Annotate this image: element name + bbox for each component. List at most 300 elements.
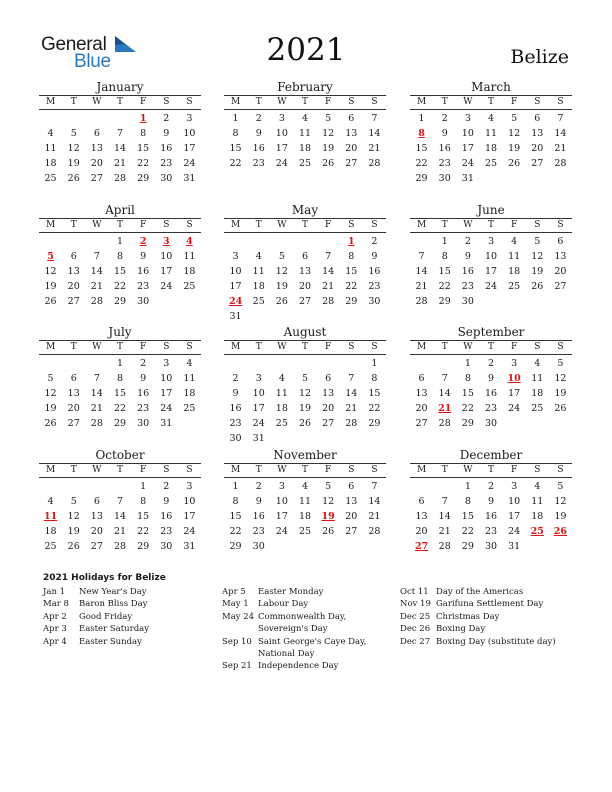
day-grid — [39, 479, 201, 554]
day: 16 — [137, 266, 150, 277]
weekday-label: T — [441, 465, 448, 475]
empty-day-cell — [62, 479, 85, 494]
day: 8 — [140, 496, 147, 507]
holiday-entry — [222, 636, 392, 661]
day: 11 — [298, 128, 312, 139]
day: 15 — [461, 388, 474, 399]
day: 13 — [415, 511, 428, 522]
day: 28 — [438, 418, 451, 429]
weekday-label: T — [301, 220, 308, 230]
day: 11 — [275, 388, 288, 399]
day: 1 — [441, 236, 448, 247]
day: 11 — [183, 251, 196, 262]
day: 12 — [44, 388, 57, 399]
holiday-day: 26 — [553, 526, 568, 537]
day: 31 — [183, 173, 196, 184]
empty-day-cell — [39, 356, 62, 371]
holiday-day: 1 — [347, 236, 355, 247]
holiday-day: 24 — [228, 296, 243, 307]
weekday-header — [410, 95, 572, 110]
holiday-date: Sep 21 — [222, 661, 252, 672]
day: 15 — [415, 143, 428, 154]
day: 13 — [322, 388, 335, 399]
day: 29 — [113, 296, 127, 307]
day-grid — [224, 234, 386, 324]
weekday-label: W — [92, 342, 102, 352]
weekday-label: F — [140, 465, 147, 475]
holiday-day: 8 — [418, 128, 425, 139]
day: 15 — [345, 266, 358, 277]
day: 23 — [229, 418, 242, 429]
day: 3 — [186, 481, 193, 492]
day: 18 — [252, 281, 265, 292]
day: 6 — [70, 373, 77, 384]
weekday-label: M — [230, 342, 241, 352]
weekday-label: S — [348, 97, 355, 107]
day: 24 — [461, 158, 474, 169]
day: 11 — [531, 373, 544, 384]
day: 23 — [160, 526, 173, 537]
day: 2 — [232, 373, 239, 384]
day: 22 — [415, 158, 428, 169]
weekday-label: S — [534, 97, 541, 107]
day: 22 — [229, 526, 242, 537]
weekday-label: S — [557, 465, 564, 475]
day: 30 — [438, 173, 451, 184]
weekday-label: M — [230, 97, 241, 107]
day-grid — [410, 479, 572, 554]
day: 31 — [252, 433, 265, 444]
empty-day-cell — [433, 356, 456, 371]
day: 13 — [345, 128, 358, 139]
day: 20 — [90, 158, 103, 169]
holiday-entry — [222, 611, 392, 636]
day: 3 — [278, 113, 285, 124]
day: 28 — [345, 418, 358, 429]
holiday-name: Good Friday — [79, 611, 133, 622]
day: 14 — [438, 388, 451, 399]
day: 3 — [163, 358, 170, 369]
holiday-day: 19 — [321, 511, 335, 522]
day: 9 — [487, 373, 495, 384]
empty-day-cell — [270, 234, 293, 249]
day: 22 — [368, 403, 381, 414]
day: 3 — [464, 113, 471, 124]
month-july — [39, 324, 201, 431]
month-title: February — [277, 80, 333, 94]
weekday-label: S — [186, 220, 193, 230]
day: 15 — [229, 143, 242, 154]
day: 28 — [90, 296, 103, 307]
holiday-day: 5 — [47, 251, 54, 262]
empty-day-cell — [224, 234, 247, 249]
weekday-label: W — [92, 220, 102, 230]
day: 4 — [255, 251, 262, 262]
day: 22 — [113, 281, 127, 292]
holiday-entry — [400, 611, 565, 623]
day: 7 — [116, 128, 124, 139]
day: 12 — [508, 128, 521, 139]
day: 31 — [229, 311, 242, 322]
weekday-label: F — [325, 220, 332, 230]
day: 16 — [461, 266, 474, 277]
day: 23 — [160, 158, 173, 169]
day-grid — [410, 111, 572, 186]
country-name: Belize — [510, 46, 569, 68]
day: 26 — [44, 418, 57, 429]
holiday-name: Day of the Americas — [436, 587, 524, 597]
day: 8 — [140, 128, 147, 139]
day: 26 — [298, 418, 312, 429]
day: 21 — [322, 281, 335, 292]
day: 15 — [113, 266, 127, 277]
weekday-label: T — [487, 465, 494, 475]
day: 5 — [47, 373, 54, 384]
month-september — [410, 324, 572, 431]
day: 12 — [531, 251, 544, 262]
weekday-header — [39, 218, 201, 233]
day: 19 — [44, 403, 57, 414]
holiday-day: 2 — [139, 236, 147, 247]
day: 6 — [557, 236, 564, 247]
weekday-label: M — [45, 465, 56, 475]
holiday-name: Saint George's Caye Day, National Day — [258, 636, 367, 660]
weekday-label: T — [70, 342, 77, 352]
day: 18 — [298, 511, 312, 522]
day: 13 — [531, 128, 544, 139]
day: 22 — [137, 526, 150, 537]
empty-day-cell — [293, 356, 316, 371]
holiday-entry — [43, 623, 208, 635]
day: 14 — [415, 266, 428, 277]
day: 4 — [487, 113, 495, 124]
weekday-label: T — [116, 220, 123, 230]
month-title: July — [108, 325, 132, 339]
weekday-label: S — [163, 465, 170, 475]
day: 17 — [508, 511, 521, 522]
day: 4 — [186, 358, 193, 369]
weekday-label: T — [301, 342, 308, 352]
day: 25 — [183, 281, 196, 292]
month-title: April — [105, 203, 135, 217]
day: 30 — [252, 541, 265, 552]
weekday-header — [224, 340, 386, 355]
day: 8 — [348, 251, 355, 262]
day: 23 — [461, 281, 474, 292]
empty-day-cell — [247, 234, 270, 249]
day: 24 — [252, 418, 265, 429]
day: 17 — [275, 143, 288, 154]
day: 2 — [140, 358, 147, 369]
day: 14 — [322, 266, 335, 277]
day: 1 — [140, 481, 147, 492]
day: 3 — [232, 251, 239, 262]
holiday-date: Apr 4 — [43, 636, 67, 647]
day: 4 — [278, 373, 285, 384]
day: 4 — [301, 113, 309, 124]
day: 12 — [44, 266, 57, 277]
weekday-label: S — [348, 465, 355, 475]
holiday-date: May 1 — [222, 599, 249, 610]
weekday-header — [410, 218, 572, 233]
day: 20 — [90, 526, 103, 537]
day: 27 — [322, 418, 335, 429]
day: 21 — [368, 511, 381, 522]
empty-day-cell — [270, 356, 293, 371]
day: 7 — [371, 113, 378, 124]
day: 2 — [441, 113, 448, 124]
day: 29 — [415, 173, 428, 184]
weekday-label: S — [186, 97, 193, 107]
day: 10 — [160, 373, 173, 384]
weekday-label: T — [116, 342, 123, 352]
day: 29 — [229, 541, 242, 552]
day: 30 — [229, 433, 242, 444]
day: 11 — [484, 128, 498, 139]
day: 31 — [183, 541, 196, 552]
day: 12 — [322, 496, 335, 507]
holiday-name: Garifuna Settlement Day — [436, 599, 544, 610]
day: 17 — [183, 511, 196, 522]
holidays-title: 2021 Holidays for Belize — [43, 573, 166, 583]
day: 28 — [113, 541, 127, 552]
day: 26 — [275, 296, 288, 307]
day: 27 — [90, 541, 103, 552]
day: 17 — [183, 143, 196, 154]
day: 19 — [508, 143, 521, 154]
day: 24 — [508, 403, 521, 414]
empty-day-cell — [317, 234, 340, 249]
holiday-name: Easter Sunday — [79, 636, 142, 647]
holiday-day: 3 — [162, 236, 170, 247]
weekday-label: W — [277, 465, 287, 475]
day: 13 — [415, 388, 428, 399]
weekday-label: M — [45, 220, 56, 230]
day: 6 — [93, 128, 100, 139]
day: 16 — [229, 403, 242, 414]
day: 25 — [531, 403, 544, 414]
day: 31 — [508, 541, 521, 552]
weekday-label: M — [45, 97, 56, 107]
weekday-label: W — [463, 220, 473, 230]
weekday-label: M — [230, 465, 241, 475]
weekday-label: F — [511, 465, 518, 475]
day: 13 — [90, 143, 103, 154]
day: 23 — [484, 526, 498, 537]
month-april — [39, 202, 201, 309]
empty-day-cell — [62, 234, 85, 249]
day: 24 — [508, 526, 521, 537]
weekday-label: F — [511, 342, 518, 352]
holiday-name: Baron Bliss Day — [79, 599, 148, 610]
day: 20 — [67, 403, 80, 414]
day: 8 — [464, 496, 471, 507]
weekday-label: W — [277, 220, 287, 230]
holiday-day: 27 — [414, 541, 429, 552]
weekday-label: T — [255, 220, 262, 230]
day: 10 — [461, 128, 474, 139]
month-may — [224, 202, 386, 324]
day: 19 — [554, 511, 567, 522]
day: 2 — [163, 113, 170, 124]
weekday-header — [224, 218, 386, 233]
day: 18 — [183, 388, 196, 399]
day: 12 — [67, 511, 80, 522]
day: 27 — [90, 173, 103, 184]
day: 10 — [508, 496, 521, 507]
day: 13 — [67, 388, 80, 399]
day: 29 — [438, 296, 451, 307]
empty-day-cell — [410, 356, 433, 371]
day: 3 — [186, 113, 193, 124]
weekday-label: T — [441, 97, 448, 107]
holiday-day: 1 — [139, 113, 147, 124]
month-title: December — [459, 448, 523, 462]
day: 7 — [116, 496, 124, 507]
day: 2 — [255, 113, 262, 124]
day: 24 — [183, 158, 196, 169]
month-january — [39, 79, 201, 186]
day: 8 — [464, 373, 471, 384]
day: 5 — [325, 113, 332, 124]
day-grid — [39, 356, 201, 431]
day: 13 — [554, 251, 567, 262]
day: 3 — [511, 481, 518, 492]
day: 20 — [67, 281, 80, 292]
day: 22 — [137, 158, 150, 169]
day: 10 — [275, 496, 288, 507]
month-title: September — [457, 325, 525, 339]
holiday-day: 10 — [507, 373, 521, 384]
weekday-label: T — [116, 465, 123, 475]
day: 25 — [183, 403, 196, 414]
empty-day-cell — [62, 356, 85, 371]
day-grid — [39, 111, 201, 186]
weekday-label: S — [371, 220, 378, 230]
day: 4 — [511, 236, 518, 247]
holiday-date: Apr 5 — [222, 587, 246, 597]
weekday-label: T — [255, 97, 262, 107]
day: 19 — [44, 281, 57, 292]
day: 14 — [113, 511, 127, 522]
weekday-label: T — [70, 97, 77, 107]
day: 11 — [531, 496, 544, 507]
day: 7 — [441, 373, 448, 384]
day: 20 — [345, 143, 358, 154]
day: 28 — [113, 173, 127, 184]
month-december — [410, 447, 572, 554]
day: 17 — [461, 143, 474, 154]
day: 18 — [44, 158, 57, 169]
weekday-label: W — [277, 97, 287, 107]
holiday-entry — [43, 586, 208, 598]
day: 10 — [229, 266, 242, 277]
day: 11 — [508, 251, 521, 262]
day: 23 — [484, 403, 498, 414]
day: 19 — [554, 388, 567, 399]
day: 21 — [113, 526, 127, 537]
day: 25 — [44, 541, 57, 552]
day: 10 — [275, 128, 288, 139]
day: 14 — [90, 266, 103, 277]
holiday-date: Sep 10 — [222, 636, 252, 647]
weekday-label: M — [230, 220, 241, 230]
day: 16 — [137, 388, 150, 399]
day-grid — [224, 356, 386, 446]
empty-day-cell — [85, 356, 108, 371]
day: 30 — [137, 418, 150, 429]
month-october — [39, 447, 201, 554]
day: 5 — [557, 358, 564, 369]
holidays-column — [400, 586, 565, 648]
day: 4 — [301, 481, 309, 492]
day: 8 — [232, 496, 239, 507]
day: 26 — [554, 403, 567, 414]
day: 2 — [163, 481, 170, 492]
day: 3 — [511, 358, 518, 369]
weekday-label: M — [45, 342, 56, 352]
day: 14 — [368, 128, 381, 139]
day: 11 — [44, 143, 57, 154]
day: 1 — [116, 358, 124, 369]
day: 14 — [554, 128, 567, 139]
day: 18 — [531, 388, 544, 399]
day: 20 — [415, 526, 428, 537]
day: 15 — [438, 266, 451, 277]
weekday-label: F — [140, 342, 147, 352]
weekday-label: T — [255, 342, 262, 352]
weekday-label: S — [186, 465, 193, 475]
day: 30 — [484, 541, 498, 552]
day-grid — [224, 111, 386, 171]
holiday-entry — [222, 660, 392, 672]
weekday-label: T — [255, 465, 262, 475]
day-grid — [410, 234, 572, 309]
empty-day-cell — [85, 479, 108, 494]
day: 3 — [487, 236, 495, 247]
day: 29 — [137, 173, 150, 184]
weekday-label: T — [441, 342, 448, 352]
day: 12 — [322, 128, 335, 139]
day: 1 — [232, 113, 239, 124]
day: 18 — [508, 266, 521, 277]
weekday-label: M — [416, 220, 427, 230]
day: 10 — [252, 388, 265, 399]
weekday-header — [410, 340, 572, 355]
day: 21 — [345, 403, 358, 414]
day: 20 — [415, 403, 428, 414]
holiday-date: Dec 25 — [400, 611, 431, 622]
day: 25 — [252, 296, 265, 307]
day: 5 — [534, 236, 541, 247]
weekday-label: F — [511, 220, 518, 230]
weekday-label: S — [371, 465, 378, 475]
day: 29 — [137, 541, 150, 552]
day: 10 — [484, 251, 498, 262]
day: 14 — [113, 143, 127, 154]
day: 23 — [438, 158, 451, 169]
month-title: August — [283, 325, 327, 339]
day: 22 — [345, 281, 358, 292]
day-grid — [410, 356, 572, 431]
weekday-label: S — [371, 342, 378, 352]
weekday-label: S — [186, 342, 193, 352]
day: 14 — [438, 511, 451, 522]
day: 14 — [90, 388, 103, 399]
day: 25 — [298, 158, 312, 169]
weekday-label: W — [463, 342, 473, 352]
holiday-name: Easter Monday — [258, 587, 324, 597]
